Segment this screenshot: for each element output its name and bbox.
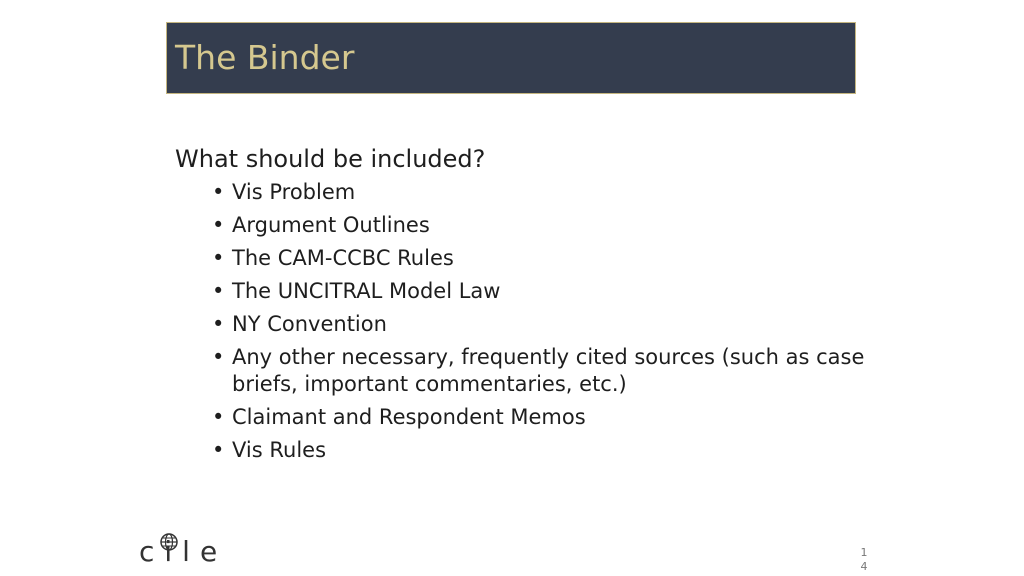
list-item <box>212 308 875 341</box>
bullet-text: Vis Rules <box>232 438 327 462</box>
slide-body <box>175 142 875 467</box>
bullet-icon: • <box>212 213 225 237</box>
list-item <box>212 341 875 401</box>
bullet-text: The UNCITRAL Model Law <box>232 279 501 303</box>
bullet-text: NY Convention <box>232 312 387 336</box>
slide-title: The Binder <box>175 38 355 77</box>
bullet-icon: • <box>212 279 225 303</box>
bullet-text: Claimant and Respondent Memos <box>232 405 586 429</box>
list-item <box>212 209 875 242</box>
cile-logo <box>139 530 227 572</box>
bullet-text: Vis Problem <box>232 180 356 204</box>
bullet-icon: • <box>212 246 225 270</box>
bullet-icon: • <box>212 345 225 369</box>
bullet-icon: • <box>212 405 225 429</box>
bullet-icon: • <box>212 438 225 462</box>
list-item <box>212 401 875 434</box>
list-item <box>212 176 875 209</box>
bullet-text: Any other necessary, frequently cited sources (such as case briefs, important commentaries, etc.) <box>232 345 865 396</box>
globe-icon <box>159 532 179 552</box>
list-item <box>212 242 875 275</box>
bullet-list <box>212 176 875 467</box>
logo-text: cile <box>139 535 228 568</box>
title-bar <box>166 22 856 94</box>
bullet-icon: • <box>212 312 225 336</box>
bullet-text: Argument Outlines <box>232 213 430 237</box>
list-item <box>212 434 875 467</box>
page-number: 14 <box>860 546 868 573</box>
list-item <box>212 275 875 308</box>
bullet-icon: • <box>212 180 225 204</box>
bullet-text: The CAM-CCBC Rules <box>232 246 454 270</box>
question-heading: What should be included? <box>175 145 486 173</box>
